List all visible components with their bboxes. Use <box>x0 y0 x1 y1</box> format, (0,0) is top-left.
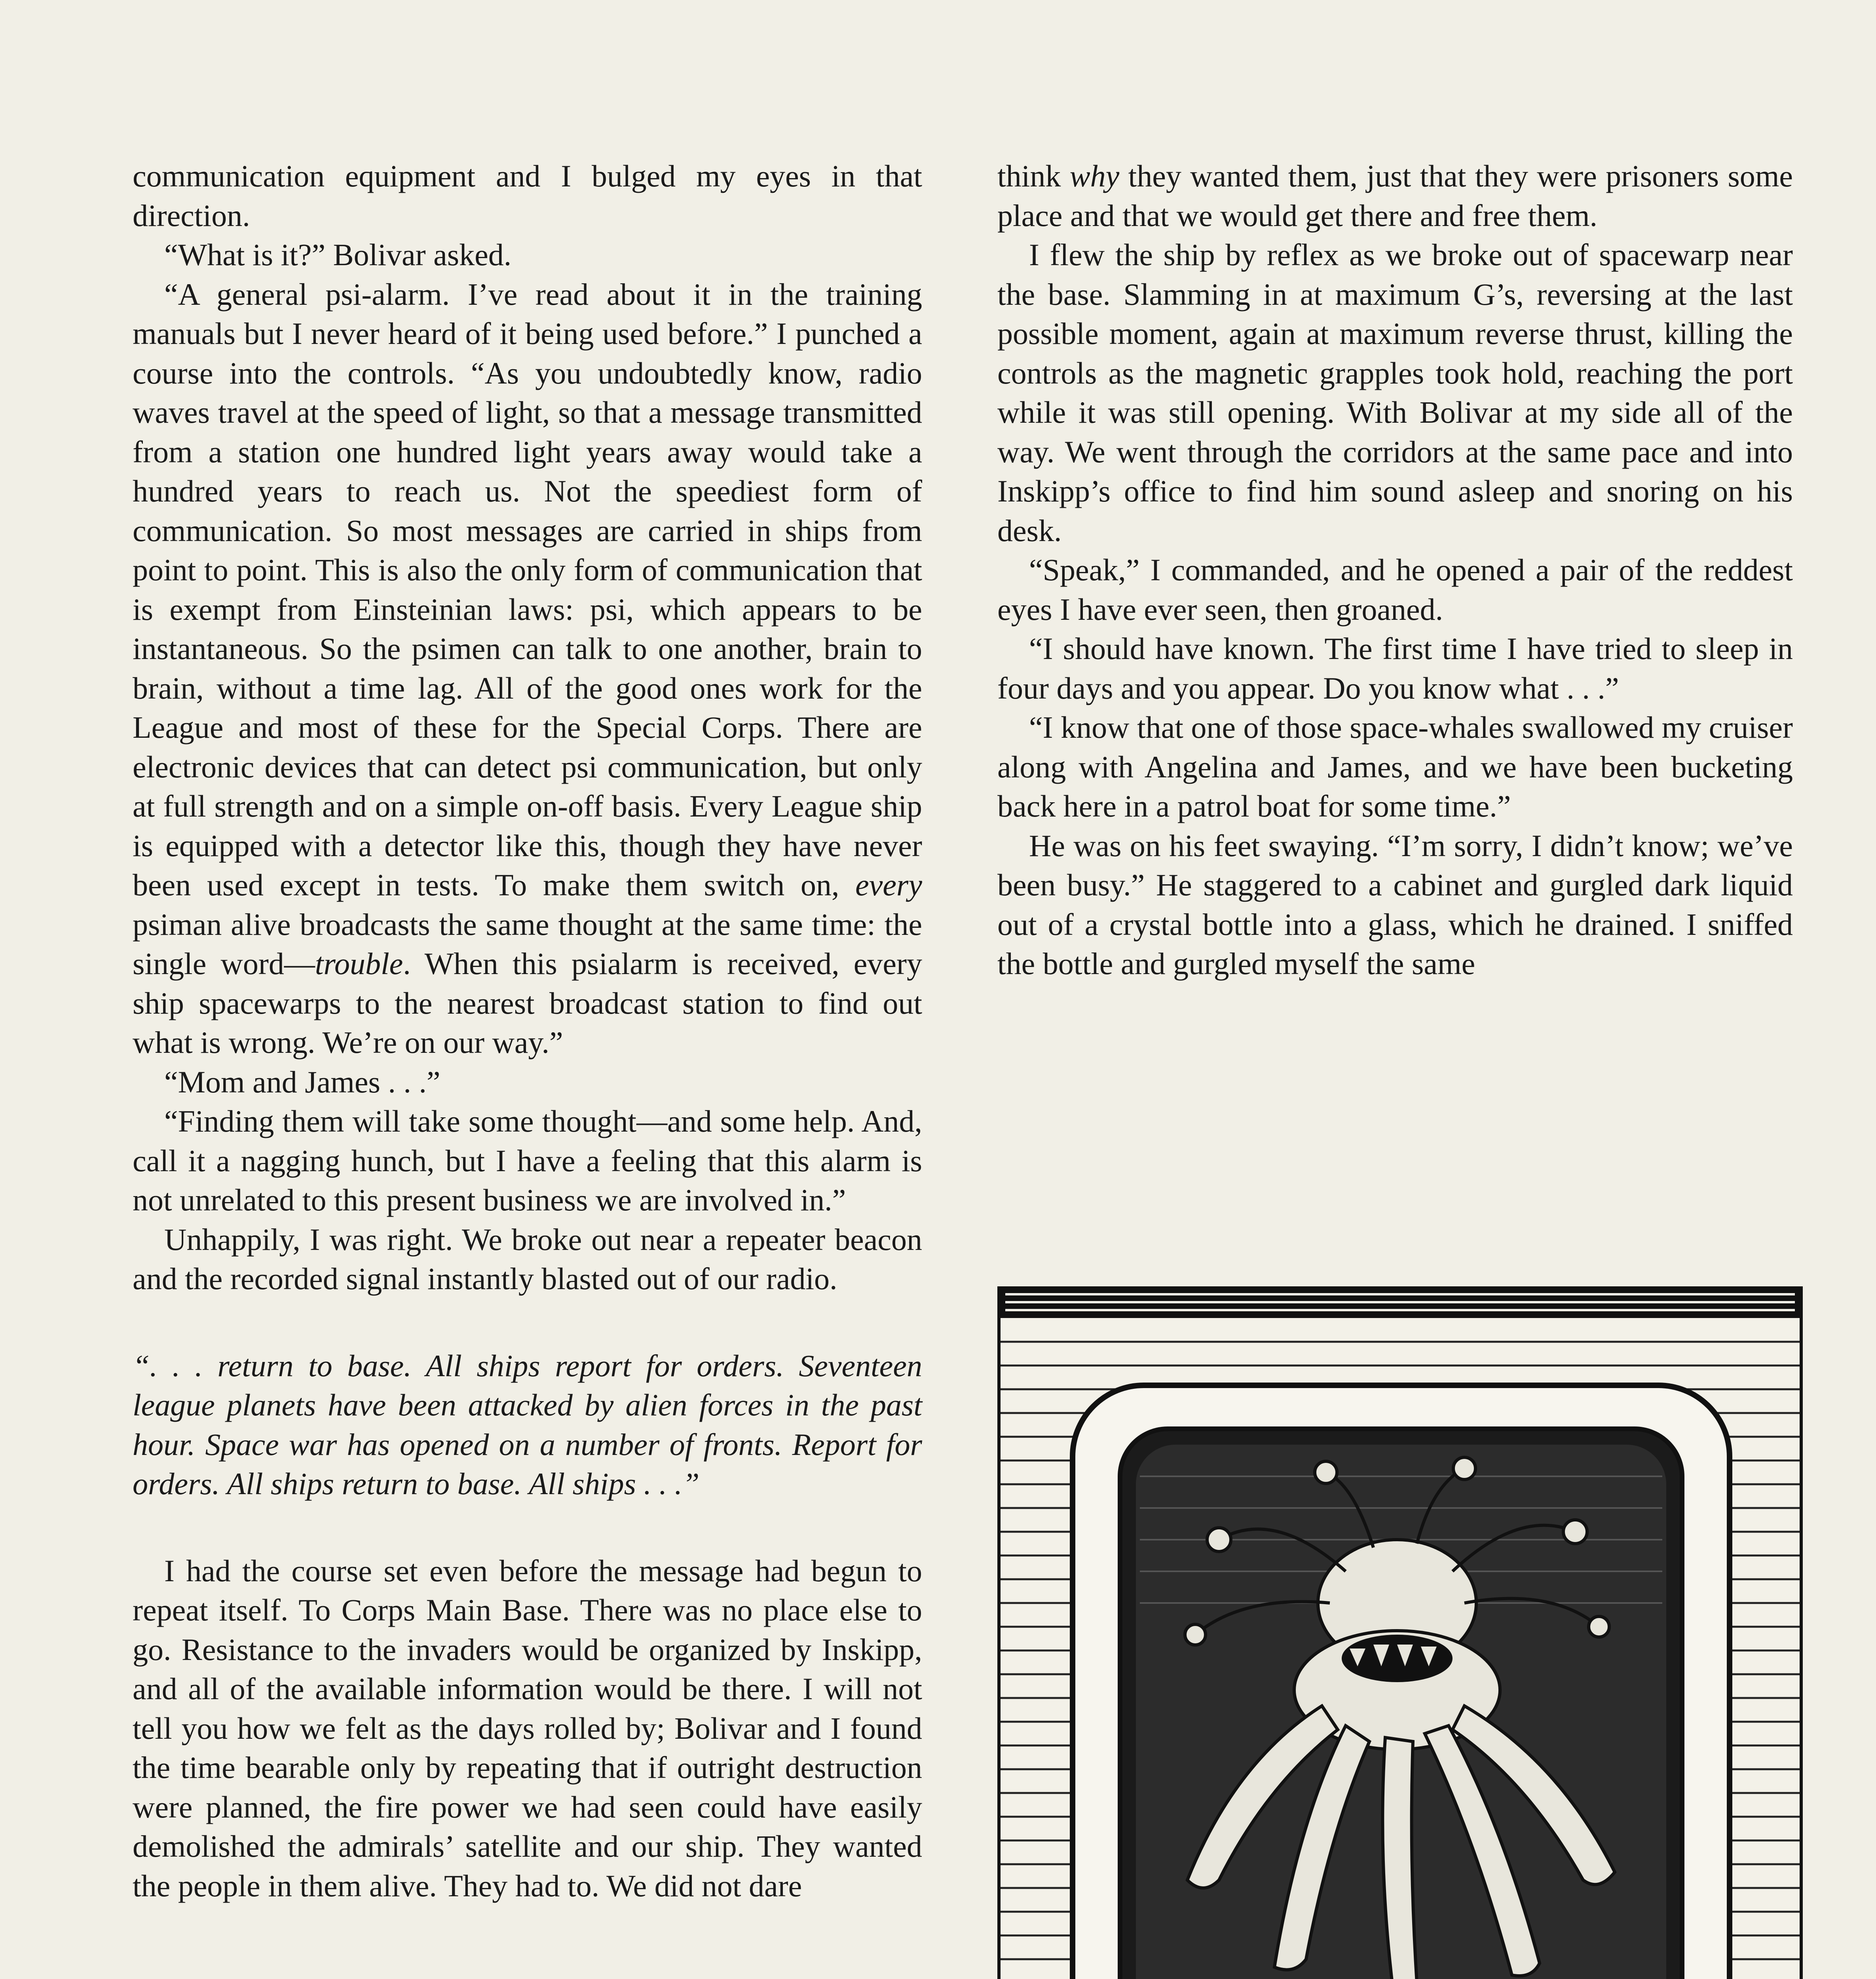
paragraph: Unhappily, I was right. We broke out near a repeater beacon and the recorded signal instantly blasted out of our radio. <box>133 1222 922 1296</box>
right-text-column <box>997 156 1793 984</box>
paragraph: “A general psi-alarm. I’ve read about it in the training manuals but I never heard of it being used before.” I punched a course into the controls. “As you undoubtedly know, radio waves travel at the speed of light, so that a message transmitted from a station one hundred light years away would take a hundred years to reach us. Not the speediest form of communication. So most messages are carried in ships from point to point. This is also the only form of communication that is exempt from Einsteinian laws: psi, which appears to be instantaneous. So the psimen can talk to one another, brain to brain, without a time lag. All of the good ones work for the League and most of these for the Special Corps. There are electronic devices that can detect psi communication, but only at full strength and on a simple on-off basis. Every League ship is equipped with a detector like this, though they have never been used except in tests. To make them switch on, every psiman alive broadcasts the same thought at the same time: the single word—trouble. When this psialarm is received, every ship spacewarps to the nearest broadcast station to find out what is wrong. We’re on our way.” <box>133 277 923 1060</box>
paragraph: “Mom and James . . .” <box>164 1064 441 1099</box>
emphasis: trouble <box>315 946 403 981</box>
paragraph: He was on his feet swaying. “I’m sorry, I didn’t know; we’ve been busy.” He staggered to a cabinet and gurgled dark liquid out of a crystal bottle into a glass, which he drained. I sniffed the bottle and gurgled myself the same <box>997 828 1793 981</box>
emphasis: why <box>1069 159 1120 193</box>
paragraph: “I know that one of those space-whales swallowed my cruiser along with Angelina and James, and we have been bucketing back here in a patrol boat for some time.” <box>997 710 1793 823</box>
paragraph: think why they wanted them, just that they were prisoners some place and that we would get there and free them. <box>997 159 1793 233</box>
alien-on-viewscreen-illustration <box>997 1286 1803 1979</box>
emphasis: every <box>855 868 922 902</box>
paragraph: communication equipment and I bulged my eyes in that direction. <box>133 159 922 233</box>
paragraph: “I should have known. The first time I have tried to sleep in four days and you appear. Do you know what . . .” <box>997 631 1793 705</box>
radio-message-quote: “. . . return to base. All ships report for orders. Seventeen league planets have been attacked by alien forces in the past hour. Space war has opened on a number of fronts. Report for orders. All ships return to base. All ships . . .” <box>133 1348 922 1501</box>
paragraph: “What is it?” Bolivar asked. <box>164 237 512 272</box>
paragraph: “Finding them will take some thought—and some help. And, call it a nagging hunch, but I have a feeling that this alarm is not unrelated to this present business we are involved in.” <box>133 1104 922 1217</box>
paragraph: I flew the ship by reflex as we broke out of spacewarp near the base. Slamming in at maximum G’s, reversing at the last possible moment, again at maximum reverse thrust, killing the controls as the magnetic grapples took hold, reaching the port while it was still opening. With Bolivar at my side all of the way. We went through the corridors at the same pace and into Inskipp’s office to find him sound asleep and snoring on his desk. <box>997 237 1793 548</box>
paragraph: “Speak,” I commanded, and he opened a pair of the reddest eyes I have ever seen, then groaned. <box>997 553 1793 627</box>
paragraph: I had the course set even before the message had begun to repeat itself. To Corps Main Base. There was no place else to go. Resistance to the invaders would be organized by Inskipp, and all of the available information would be there. I will not tell you how we felt as the days rolled by; Bolivar and I found the time bearable only by repeating that if outright destruction were planned, the fire power we had seen could have easily demolished the admirals’ satellite and our ship. They wanted the people in them alive. They had to. We did not dare <box>133 1553 922 1903</box>
left-text-column <box>133 156 922 1905</box>
